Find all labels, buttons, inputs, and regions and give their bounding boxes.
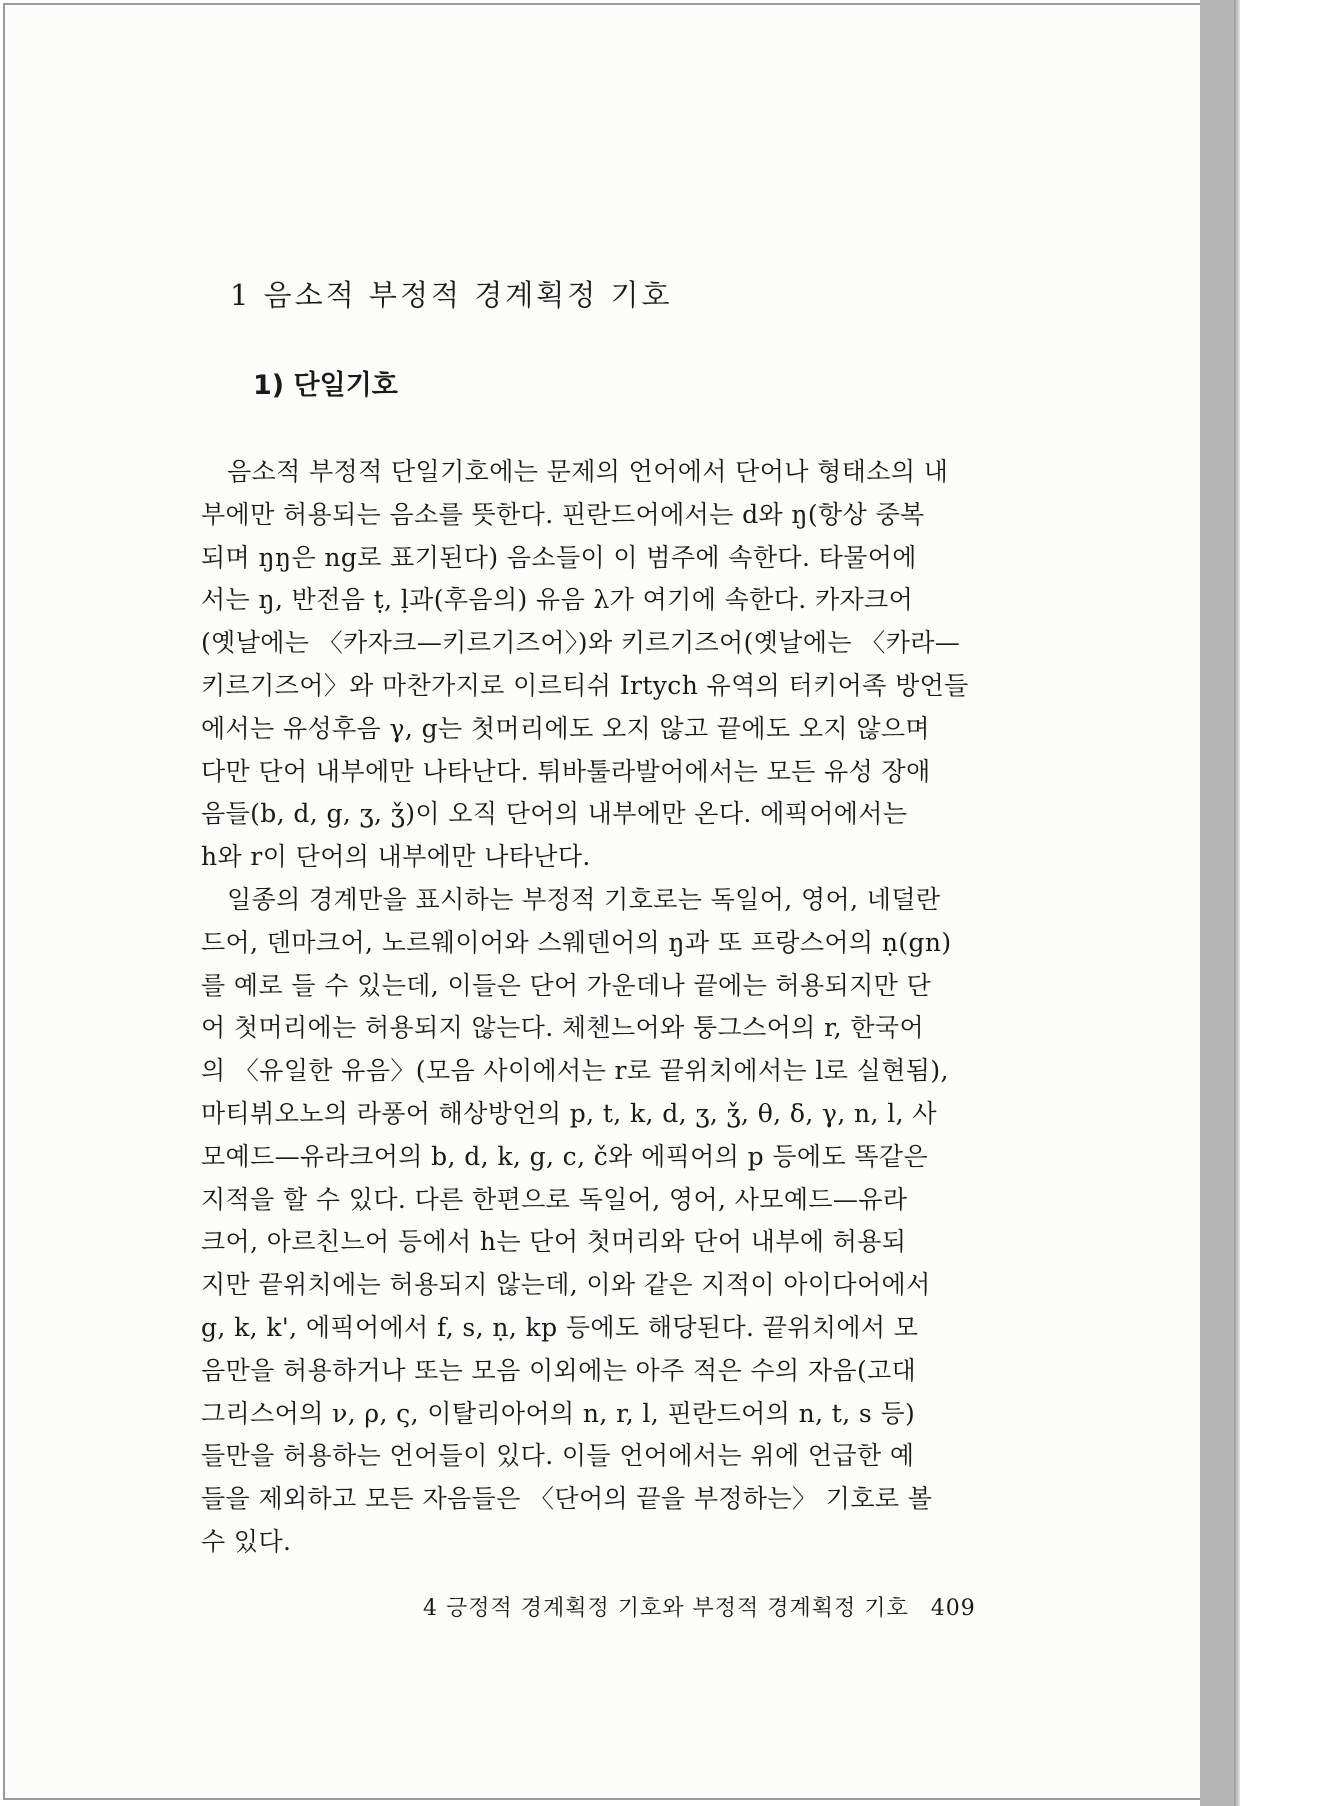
text-line: 드어, 덴마크어, 노르웨이어와 스웨덴어의 ŋ과 또 프랑스어의 ṇ(gn) <box>201 927 952 957</box>
paragraph-2 <box>201 879 1021 1564</box>
text-line: 그리스어의 ν, ρ, ς, 이탈리아어의 n, r, l, 핀란드어의 n, t, s 등) <box>201 1398 916 1428</box>
running-head: 4 긍정적 경계획정 기호와 부정적 경계획정 기호 <box>423 1596 909 1621</box>
text-line: 를 예로 들 수 있는데, 이들은 단어 가운데나 끝에는 허용되지만 단 <box>201 970 932 1000</box>
text-line: 에서는 유성후음 γ, g는 첫머리에도 오지 않고 끝에도 오지 않으며 <box>201 713 930 743</box>
page-edge-shadow <box>1234 0 1240 1806</box>
running-footer <box>423 1591 976 1622</box>
section-title: 1 음소적 부정적 경계획정 기호 <box>230 278 673 312</box>
text-line: 지적을 할 수 있다. 다른 한편으로 독일어, 영어, 사모예드—유라 <box>201 1184 908 1214</box>
text-line: (옛날에는 〈카자크—키르기즈어〉)와 키르기즈어(옛날에는 〈카라— <box>201 628 961 658</box>
text-line: 수 있다. <box>201 1526 292 1556</box>
page-number: 409 <box>930 1596 976 1621</box>
body-text <box>201 451 1021 1564</box>
text-line: 어 첫머리에는 허용되지 않는다. 체첸느어와 퉁그스어의 r, 한국어 <box>201 1013 925 1043</box>
text-line: h와 r이 단어의 내부에만 나타난다. <box>201 842 591 872</box>
text-line: 키르기즈어〉와 마찬가지로 이르티쉬 Irtych 유역의 터키어족 방언들 <box>201 670 969 700</box>
subsection-title: 1) 단일기호 <box>253 370 398 401</box>
text-line: 들을 제외하고 모든 자음들은 〈단어의 끝을 부정하는〉 기호로 볼 <box>201 1484 933 1514</box>
text-line: 모예드—유라크어의 b, d, k, g, c, č와 에픽어의 p 등에도 똑같은 <box>201 1141 929 1171</box>
text-line: 다만 단어 내부에만 나타난다. 튀바툴라발어에서는 모든 유성 장애 <box>201 756 931 786</box>
text-line: 의 〈유일한 유음〉(모음 사이에서는 r로 끝위치에서는 l로 실현됨), <box>201 1056 949 1086</box>
text-line: 서는 ŋ, 반전음 ṭ, ḷ과(후음의) 유음 λ가 여기에 속한다. 카자크어 <box>201 585 914 615</box>
text-line: 음들(b, d, g, ʒ, ǯ)이 오직 단어의 내부에만 온다. 에픽어에서는 <box>201 799 908 829</box>
text-line: 음소적 부정적 단일기호에는 문제의 언어에서 단어나 형태소의 내 <box>227 457 949 486</box>
paragraph-1 <box>201 451 1021 879</box>
text-line: 음만을 허용하거나 또는 모음 이외에는 아주 적은 수의 자음(고대 <box>201 1355 917 1385</box>
text-line: 일종의 경계만을 표시하는 부정적 기호로는 독일어, 영어, 네덜란 <box>227 884 941 914</box>
text-line: 크어, 아르친느어 등에서 h는 단어 첫머리와 단어 내부에 허용되 <box>201 1227 907 1257</box>
book-page <box>3 3 1203 1800</box>
text-line: 부에만 허용되는 음소를 뜻한다. 핀란드어에서는 d와 ŋ(항상 중복 <box>201 499 925 529</box>
text-line: g, k, k', 에픽어에서 f, s, ṇ, kp 등에도 해당된다. 끝위치에서 모 <box>201 1312 919 1342</box>
text-line: 되며 ŋŋ은 ng로 표기된다) 음소들이 이 범주에 속한다. 타물어에 <box>201 542 917 572</box>
text-line: 지만 끝위치에는 허용되지 않는데, 이와 같은 지적이 아이다어에서 <box>201 1270 931 1300</box>
text-line: 마티뷔오노의 라퐁어 해상방언의 p, t, k, d, ʒ, ǯ, θ, δ, γ, n, l, 사 <box>201 1098 937 1128</box>
book-page-edge <box>1200 0 1234 1806</box>
text-line: 들만을 허용하는 언어들이 있다. 이들 언어에서는 위에 언급한 예 <box>201 1441 915 1471</box>
